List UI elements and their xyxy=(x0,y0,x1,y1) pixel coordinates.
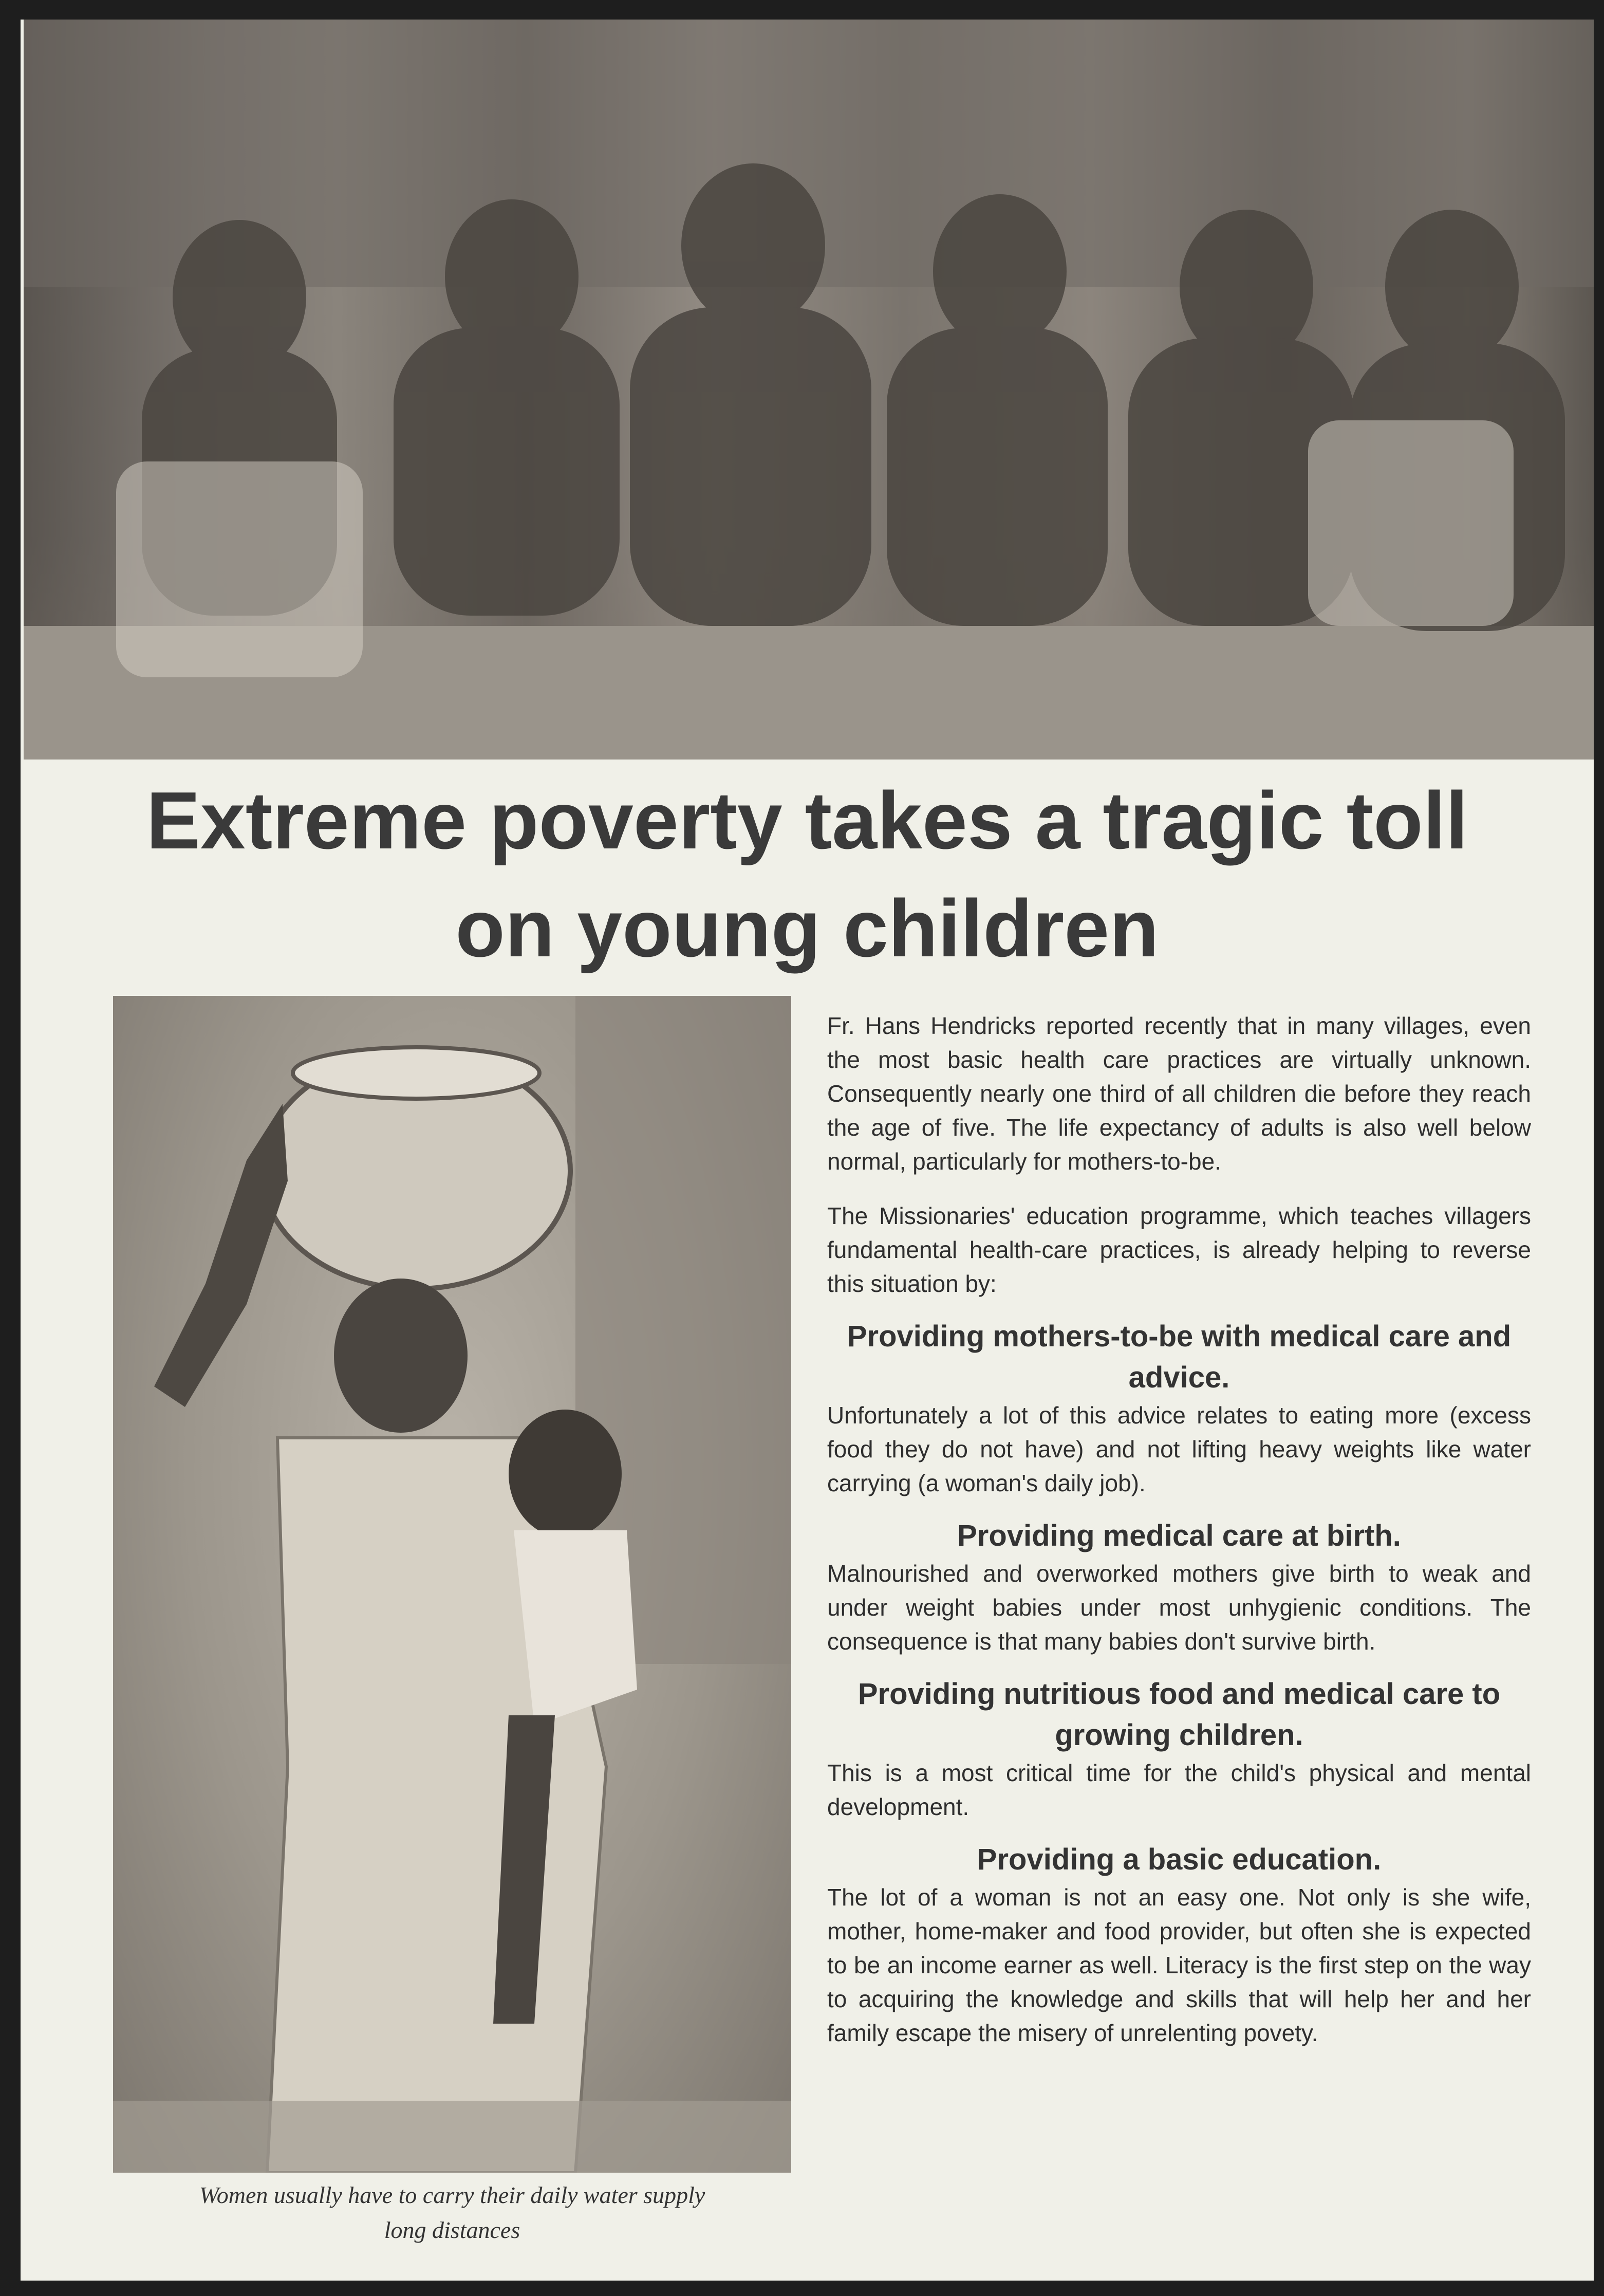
caption-line-1: Women usually have to carry their daily water supply xyxy=(199,2182,705,2208)
photo-caption xyxy=(113,2178,791,2248)
children-photo-icon xyxy=(24,20,1594,760)
woman-water-pot-icon xyxy=(113,996,791,2173)
photo-woman-carrying-water xyxy=(113,996,791,2173)
headline-line-2: on young children xyxy=(455,883,1159,974)
document-sheet xyxy=(21,20,1594,2281)
section-body-mothers: Unfortunately a lot of this advice relates to eating more (excess food they do not have) and not lifting heavy weights like water carrying (a woman's daily job). xyxy=(827,1402,1531,1496)
photo-children-squatting xyxy=(24,20,1594,760)
section-heading-birth: Providing medical care at birth. xyxy=(957,1519,1401,1552)
article-column xyxy=(827,1009,1531,2065)
section-heading-nutrition: Providing nutritious food and medical care to growing children. xyxy=(857,1677,1501,1752)
section-body-education: The lot of a woman is not an easy one. Not only is she wife, mother, home-maker and food provider, but often she is expected to be an income earner as well. Literacy is the first step on the way to acquiring the knowledge and skills that will help her and her family escape the misery of unrelenting povety. xyxy=(827,1884,1531,2046)
section-heading-education: Providing a basic education. xyxy=(977,1843,1382,1876)
caption-line-2: long distances xyxy=(384,2217,520,2243)
section-body-nutrition: This is a most critical time for the child's physical and mental development. xyxy=(827,1760,1531,1820)
article-intro: Fr. Hans Hendricks reported recently that in many villages, even the most basic health care practices are virtually unknown. Consequently nearly one third of all children die before they reach the age of five. The life expectancy of adults is also well below normal, particularly for mothers-to-be. xyxy=(827,1012,1531,1175)
headline-line-1: Extreme poverty takes a tragic toll xyxy=(146,775,1468,866)
section-body-birth: Malnourished and overworked mothers give birth to weak and under weight babies under most unhygienic conditions. The consequence is that many babies don't survive birth. xyxy=(827,1560,1531,1655)
section-heading-mothers: Providing mothers-to-be with medical care and advice. xyxy=(847,1320,1512,1394)
article-programme: The Missionaries' education programme, which teaches villagers fundamental health-care practices, is already helping to reverse this situation by: xyxy=(827,1202,1531,1297)
